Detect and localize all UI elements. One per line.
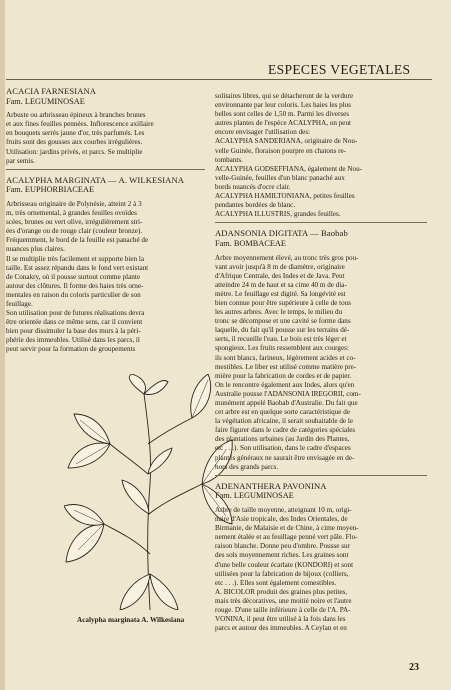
text-line: des plantations urbaines (au Jardin des Plantes,	[215, 435, 350, 444]
text-line: velle Guinée, floraison pourpre en chatons re-	[215, 146, 347, 155]
text-line: la végétation africaine, il serait souhaitable de le	[215, 417, 353, 426]
text-line: nuances plus claires.	[6, 245, 65, 254]
text-line: mière pour la fabrication de cordes et de papier.	[215, 371, 352, 380]
text-line: Son utilisation pour de futures réalisations devra	[6, 309, 145, 318]
section-title-acacia: ACACIA FARNESIANA	[6, 86, 97, 96]
section-family-adansonia: Fam. BOMBACEAE	[215, 238, 286, 248]
section-body-adenanthera	[215, 506, 427, 633]
acalypha-continued-text	[215, 92, 427, 219]
text-line: autour des clôtures. Il forme des haies très orne-	[6, 281, 144, 290]
header-rule	[6, 79, 432, 80]
text-line: en bouquets serrés jaune d'or, très parfumés. Les	[6, 129, 145, 138]
text-line: ACALYPHA SANDERIANA, originaire de Nou-	[215, 137, 358, 146]
text-line: peut servir pour la formation de groupements	[6, 345, 136, 354]
text-line: m, très ornemental, à grandes feuilles ovoïdes	[6, 209, 137, 218]
text-line: laquelle, du fait qu'il pousse sur les terrains dé-	[215, 326, 350, 335]
text-line: phérie des immeubles. Utilisé dans les parcs, il	[6, 336, 140, 345]
text-line: mestibles. Le liber est utilisé comme matière pre-	[215, 362, 357, 371]
text-line: utilisées pour la fabrication de bijoux (colliers,	[215, 569, 349, 578]
text-line: bien pour dissimuler la base des murs à la péri-	[6, 327, 141, 336]
text-line: faire figurer dans le cadre de catégories spéciales	[215, 426, 356, 435]
text-line: bien connue pour être supérieure à celle de tous	[215, 298, 352, 307]
text-line: environnante par leur coloris. Les haies les plus	[215, 101, 352, 110]
text-line: des sols moyennement riches. Les graines sont	[215, 551, 349, 560]
text-line: fruits sont des gousses aux courbes irrégulières.	[6, 138, 143, 147]
section-title-adansonia: ADANSONIA DIGITATA — Baobab	[215, 228, 348, 239]
text-line: serts, il recueille l'eau. Le bois est très léger et	[215, 335, 347, 344]
text-line: ACALYPHA ILLUSTRIS, grandes feuilles.	[215, 210, 341, 219]
text-line: mètre. Le feuillage est digité. Sa longévité est	[215, 289, 346, 298]
text-line: plantés généraux ne saurait être envisagée en de-	[215, 453, 355, 462]
text-line: Utilisation: jardins privés, et parcs. Se multiplie	[6, 147, 143, 156]
text-line: atteindre 24 m de haut et sa cime 40 m de dia-	[215, 280, 347, 289]
text-line: ées d'orange ou de rouge clair (couleur bronze).	[6, 227, 143, 236]
text-line: solitaires libres, qui se détacheront de la verdure	[215, 92, 354, 100]
figure-caption: Acalypha marginata A. Wilkesiana	[77, 616, 185, 624]
text-line: bords nuancés d'ocre clair.	[215, 182, 291, 191]
text-line: pendantes bordées de blanc.	[215, 201, 296, 210]
text-line: VONINA, il peut être utilisé à la fois dans les	[215, 615, 346, 624]
text-line: encore envisager l'utilisation des:	[215, 128, 311, 137]
section-separator	[215, 475, 427, 476]
text-line: raison blanche. Donne peu d'ombre. Pousse sur	[215, 542, 350, 551]
text-line: cet arbre est en quelque sorte caractéristique de	[215, 408, 351, 417]
text-line: On le rencontre également aux Indes, alors qu'en	[215, 380, 355, 389]
text-line: nement étalée et au feuillage penné vert pâle. Flo-	[215, 533, 358, 542]
section-body-adansonia	[215, 254, 427, 472]
text-line: munément appelé Baobab d'Australie. Du fait que	[215, 399, 358, 407]
text-line: Fréquemment, le bord de la feuille est panaché de	[6, 236, 149, 245]
section-separator	[215, 222, 427, 223]
text-line: velle-Guinée, feuilles d'un blanc panaché aux	[215, 173, 345, 182]
right-column	[215, 92, 427, 633]
page-number: 23	[409, 662, 419, 673]
text-line: autres plantes de l'espèce ACALYPHA, on peut	[215, 119, 352, 128]
text-line: ACALYPHA GODSEFFIANA, également de Nou-	[215, 164, 363, 173]
text-line: d'Afrique Centrale, des Indes et de Java. Peut	[215, 271, 345, 280]
text-line: Birmanie, de Malaisie et de Chine, à cime moyen-	[215, 524, 359, 533]
text-line: A. BICOLOR produit des graines plus petites,	[215, 587, 348, 596]
text-line: tombants.	[215, 155, 243, 164]
section-body-acalypha	[6, 200, 205, 355]
text-line: Australie pousse l'ADANSONIA IREGORII, com-	[215, 389, 361, 398]
section-title-acalypha: ACALYPHA MARGINATA — A. WILKESIANA	[6, 174, 185, 185]
section-family-acalypha: Fam. EUPHORBIACEAE	[6, 185, 95, 195]
text-line: tronc se décompose et une cavité se forme dans	[215, 317, 351, 326]
section-title-adenanthera: ADENANTHERA PAVONINA	[215, 480, 327, 491]
text-line: mais très décoratives, une moitié noire et l'autre	[215, 596, 352, 605]
text-line: Arbre moyennement élevé, au tronc très gros pou-	[215, 253, 359, 262]
text-line: vant avoir jusqu'à 8 m de diamètre, originaire	[215, 262, 345, 271]
acalypha-plant-illustration	[64, 374, 236, 610]
text-line: de Conakry, où il pousse surtout comme plante	[6, 272, 140, 281]
text-line: etc . . .). Elles sont également comestibles.	[215, 578, 337, 587]
text-line: Arbre de taille moyenne, atteignant 10 m, origi-	[215, 505, 352, 514]
text-line: belles sont celles de 1,50 m. Parmi les diverses	[215, 110, 350, 119]
text-line: parcs et autour des immeubles. A Ceylan et en	[215, 624, 347, 633]
text-line: Arbuste ou arbrisseau épineux à branches brunes	[6, 111, 146, 120]
section-body-acacia	[6, 111, 205, 166]
text-line: mentales en raison du coloris particulier de son	[6, 290, 141, 299]
text-line: ils sont blancs, farineux, légèrement acides et co-	[215, 353, 356, 362]
text-line: les autres arbres. Avec le temps, le milieu du	[215, 308, 343, 317]
text-line: feuillage.	[6, 299, 33, 308]
text-line: naire d'Asie tropicale, des Indes Orientales, de	[215, 515, 348, 524]
text-line: taille. Est assez répandu dans le fond vert existant	[6, 263, 149, 272]
text-line: par semis.	[6, 156, 35, 165]
text-line: et aux fines feuilles pennées. Inflorescence axillaire	[6, 120, 154, 129]
running-header: ESPECES VEGETALES	[268, 62, 411, 77]
section-family-adenanthera: Fam. LEGUMINOSAE	[215, 491, 294, 501]
page-spine-edge	[0, 0, 5, 690]
left-column	[6, 86, 205, 355]
text-line: rouge. D'une taille inférieure à celle de l'A. PA-	[215, 605, 351, 614]
text-line: ACALYPHA HAMILTONIANA, petites feuilles	[215, 192, 355, 201]
text-line: scées, brunes ou vert olive, irrégulièrement stri-	[6, 218, 143, 227]
text-line: spongieux. Les fruits ressemblent aux courges:	[215, 344, 349, 353]
text-line: être orientée dans ce même sens, car il convient	[6, 318, 143, 327]
text-line: etc . . .). Son utilisation, dans le cadre d'espaces	[215, 444, 351, 453]
text-line: d'une belle couleur écarlate (KONDORI) et sont	[215, 560, 354, 569]
text-line: hors des grands parcs.	[215, 462, 279, 471]
text-line: Il se multiplie très facilement et supporte bien la	[6, 254, 145, 263]
section-family-acacia: Fam. LEGUMINOSAE	[6, 96, 85, 106]
text-line: Arbrisseau originaire de Polynésie, atteint 2 à 3	[6, 199, 142, 208]
section-separator	[6, 169, 205, 170]
